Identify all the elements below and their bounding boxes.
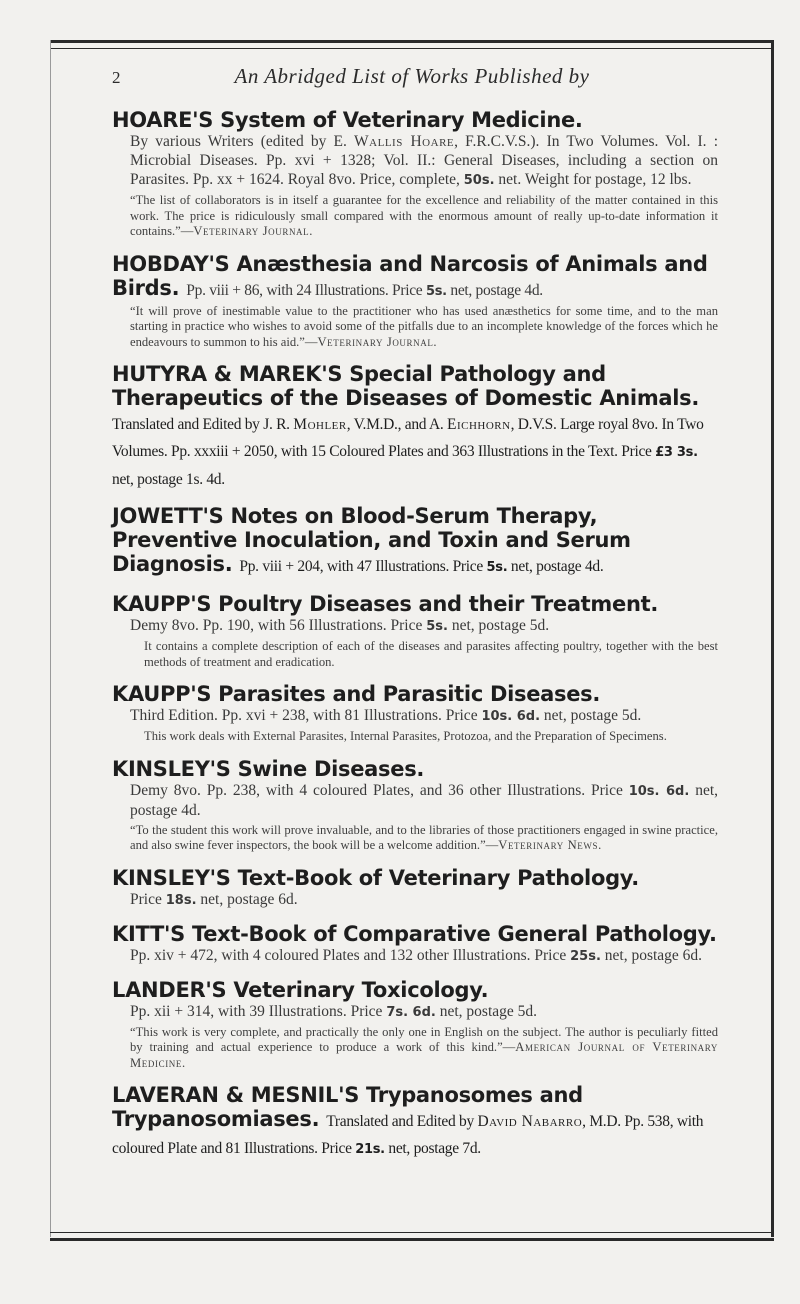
description-note: This work deals with External Parasites, Internal Parasites, Protozoa, and the Preparation of Specimens. [144, 729, 667, 743]
catalogue-entry-hobday [112, 252, 718, 351]
page-number: 2 [112, 68, 121, 87]
entry-details: Pp. viii + 204, with 47 Illustrations. Price 5s. net, postage 4d. [239, 558, 604, 575]
entry-details: Translated and Edited by David Nabarro, M.D. Pp. 538, with coloured Plate and 81 Illustrations. Price 21s. net, postage 7d. [112, 1113, 704, 1157]
page-border-bottom [50, 1232, 774, 1241]
entry-title: HUTYRA & MAREK'S Special Pathology and Therapeutics of the Diseases of Domestic Animals. Translated and Edited by J. R. Mohler, V.M.D., and A. Eichhorn, D.V.S. Large royal 8vo. In Two Volumes. Pp. xxxiii + 2050, with 15 Coloured Plates and 363 Illustrations in the Text. Price £3 3s. net, postage 1s. 4d. [112, 362, 704, 488]
entry-details: Translated and Edited by J. R. Mohler, V.M.D., and A. Eichhorn, D.V.S. Large royal 8vo. In Two Volumes. Pp. xxxiii + 2050, with 15 Coloured Plates and 363 Illustrations in the Text. Price £3 3s. net, postage 1s. 4d. [112, 416, 704, 488]
entry-details: Price 18s. net, postage 6d. [130, 890, 298, 908]
catalogue-entry-hoare [112, 108, 718, 240]
entry-details: Pp. xiv + 472, with 4 coloured Plates and 132 other Illustrations. Price 25s. net, postage 6d. [130, 946, 703, 964]
catalogue-entry-hutyra-marek [112, 362, 718, 492]
price: 5s. [425, 283, 447, 299]
quote-source: Veterinary Journal. [193, 224, 314, 238]
entry-title: HOARE'S System of Veterinary Medicine. [112, 108, 583, 132]
running-head [112, 64, 712, 94]
catalogue-entry-kaupp-parasites [112, 682, 718, 745]
editor-name: David Nabarro [477, 1113, 583, 1130]
price: £3 3s. [655, 445, 698, 460]
entry-details: Demy 8vo. Pp. 190, with 56 Illustrations. Price 5s. net, postage 5d. [130, 617, 550, 634]
quote-source: Veterinary News. [498, 838, 602, 852]
entry-details: Demy 8vo. Pp. 238, with 4 coloured Plates, and 36 other Illustrations. Price 10s. 6d. net, postage 4d. [130, 781, 719, 819]
entry-title: KAUPP'S Parasites and Parasitic Diseases. [112, 682, 601, 706]
entry-details: By various Writers (edited by E. Wallis Hoare, F.R.C.V.S.). In Two Volumes. Vol. I. : Microbial Diseases. Pp. xvi + 1328; Vol. II.: General Diseases, including a section on Parasites. Pp. xx + 1624. Royal 8vo. Price, complete, 50s. net. Weight for postage, 12 lbs. [130, 133, 719, 188]
quote-source: American Journal of Veterinary Medicine. [130, 1040, 718, 1070]
review-quote: “It will prove of inestimable value to the practitioner who has used anæsthetics for some time, and to the man starting in practice who wishes to avoid some of the pitfalls due to an incomplete knowledge of the forces which he endeavours to summon to his aid.”—Veterinary Journal. [130, 303, 718, 349]
entry-title: KAUPP'S Poultry Diseases and their Treatment. [112, 592, 659, 616]
price: 5s. [426, 619, 448, 634]
catalogue-entry-kaupp-poultry [112, 592, 718, 670]
price: 18s. [165, 892, 197, 908]
price: 50s. [463, 173, 495, 188]
entry-title: LANDER'S Veterinary Toxicology. [112, 977, 489, 1002]
entry-details: Pp. viii + 86, with 24 Illustrations. Price 5s. net, postage 4d. [186, 281, 543, 299]
review-quote: “This work is very complete, and practically the only one in English on the subject. The author is peculiarly fitted by training and actual experience to produce a work of this kind.”—American Journal of Veterinary Medicine. [130, 1024, 718, 1070]
entry-details: Third Edition. Pp. xvi + 238, with 81 Illustrations. Price 10s. 6d. net, postage 5d. [130, 707, 642, 724]
editor-name: Wallis Hoare [354, 133, 455, 150]
price: 21s. [355, 1142, 385, 1157]
entry-title: KINSLEY'S Text-Book of Veterinary Pathology. [112, 865, 639, 890]
running-title: An Abridged List of Works Published by [234, 64, 590, 88]
editor-name: Mohler [293, 416, 347, 433]
catalogue-entry-laveran-mesnil [112, 1083, 718, 1162]
page-border-left [50, 40, 51, 1237]
price: 5s. [486, 560, 508, 575]
entry-title: LAVERAN & MESNIL'S Trypanosomes and Trypanosomiases. Translated and Edited by David Nabarro, M.D. Pp. 538, with coloured Plate and 81 Illustrations. Price 21s. net, postage 7d. [112, 1083, 704, 1157]
quote-source: Veterinary Journal. [317, 334, 438, 349]
page-border-right [771, 40, 774, 1237]
review-quote: “The list of collaborators is in itself a guarantee for the excellence and reliability of the matter contained in this work. The price is ridiculously small compared with the enormous amount of really up-to-date information it contains.”—Veterinary Journal. [130, 193, 718, 238]
entry-title: JOWETT'S Notes on Blood-Serum Therapy, Preventive Inoculation, and Toxin and Serum Diagnosis. Pp. viii + 204, with 47 Illustrations. Price 5s. net, postage 4d. [112, 504, 631, 576]
description-note: It contains a complete description of each of the diseases and parasites affecting poultry, together with the best methods of treatment and eradication. [144, 639, 718, 669]
price: 25s. [570, 948, 601, 964]
price: 10s. 6d. [628, 783, 690, 799]
catalogue-entry-kinsley-pathology [112, 866, 718, 910]
catalogue-entry-lander [112, 978, 718, 1072]
entry-title: HOBDAY'S Anæsthesia and Narcosis of Animals and Birds. Pp. viii + 86, with 24 Illustrations. Price 5s. net, postage 4d. [112, 251, 708, 300]
catalogue-entry-kinsley-swine [112, 757, 718, 854]
entry-details: Pp. xii + 314, with 39 Illustrations. Price 7s. 6d. net, postage 5d. [130, 1002, 538, 1020]
catalogue-entry-kitt [112, 922, 718, 966]
entry-title: KINSLEY'S Swine Diseases. [112, 756, 425, 781]
price: 7s. 6d. [386, 1004, 436, 1020]
review-quote: “To the student this work will prove invaluable, and to the libraries of those practitioners engaged in swine practice, and also swine fever inspectors, the book will be a welcome addition.”—Veterinary News. [130, 822, 718, 852]
entry-title: KITT'S Text-Book of Comparative General Pathology. [112, 921, 717, 946]
page-border-top [50, 40, 774, 49]
catalogue-list [112, 108, 718, 1174]
price: 10s. 6d. [481, 709, 541, 724]
editor-name: Eichhorn [447, 416, 511, 433]
catalogue-entry-jowett [112, 504, 718, 580]
